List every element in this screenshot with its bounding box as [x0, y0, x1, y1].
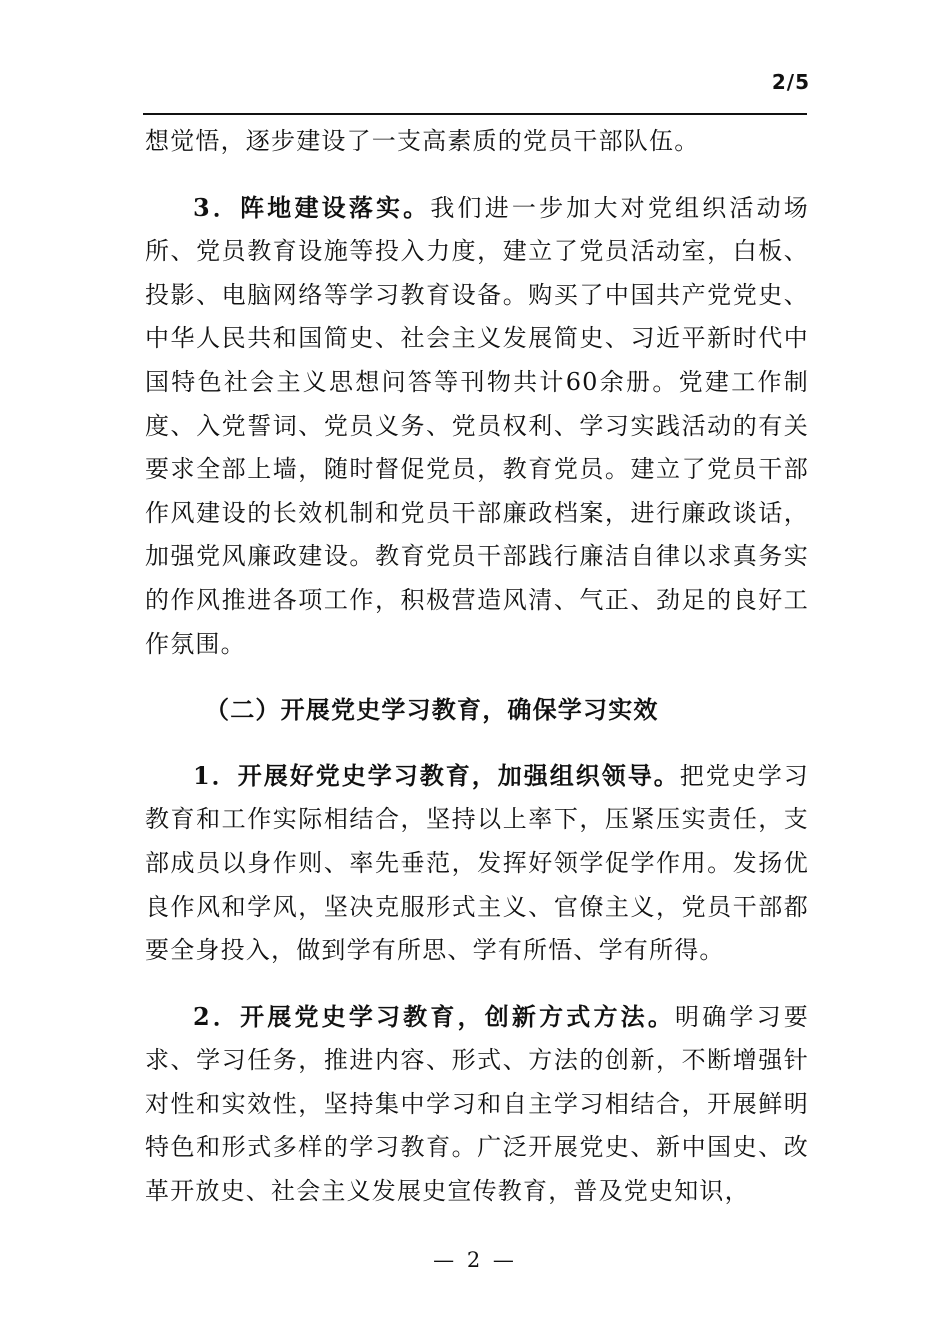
- paragraph-text: 想觉悟，逐步建设了一支高素质的党员干部队伍。: [145, 127, 700, 155]
- paragraph-lead: 1．开展好党史学习教育，加强组织领导。: [193, 760, 680, 790]
- paragraph-position-building: [145, 186, 809, 667]
- paragraph-continuation: [145, 120, 809, 164]
- paragraph-lead: 2．开展党史学习教育，创新方式方法。: [193, 1001, 676, 1031]
- paragraph-innovation-methods: [145, 995, 809, 1214]
- paragraph-organization-leadership: [145, 754, 809, 973]
- header-rule: [143, 113, 807, 115]
- section-heading: （二）开展党史学习教育，确保学习实效: [205, 695, 659, 725]
- paragraph-text: 明确学习要求、学习任务，推进内容、形式、方法的创新，不断增强针对性和实效性，坚持集中学习和自主学习相结合，开展鲜明特色和形式多样的学习教育。广泛开展党史、新中国史、改革开放史、社会主义发展史宣传教育，普及党史知识，: [145, 1002, 809, 1206]
- page-number: — 2 —: [433, 1248, 517, 1272]
- paragraph-lead: 3．阵地建设落实。: [193, 192, 431, 222]
- document-body: [145, 120, 809, 1214]
- paragraph-text: 把党史学习教育和工作实际相结合，坚持以上率下，压紧压实责任，支部成员以身作则、率先垂范，发挥好领学促学作用。发扬优良作风和学风，坚决克服形式主义、官僚主义，党员干部都要全身投入，做到学有所思、学有所悟、学有所得。: [145, 761, 809, 965]
- paragraph-text: 我们进一步加大对党组织活动场所、党员教育设施等投入力度，建立了党员活动室，白板、投影、电脑网络等学习教育设备。购买了中国共产党党史、中华人民共和国简史、社会主义发展简史、习近平新时代中国特色社会主义思想问答等刊物共计60余册。党建工作制度、入党誓词、党员义务、党员权利、学习实践活动的有关要求全部上墙，随时督促党员，教育党员。建立了党员干部作风建设的长效机制和党员干部廉政档案，进行廉政谈话，加强党风廉政建设。教育党员干部践行廉洁自律以求真务实的作风推进各项工作，积极营造风清、气正、劲足的良好工作氛围。: [145, 193, 809, 658]
- page-indicator: 2/5: [771, 70, 810, 94]
